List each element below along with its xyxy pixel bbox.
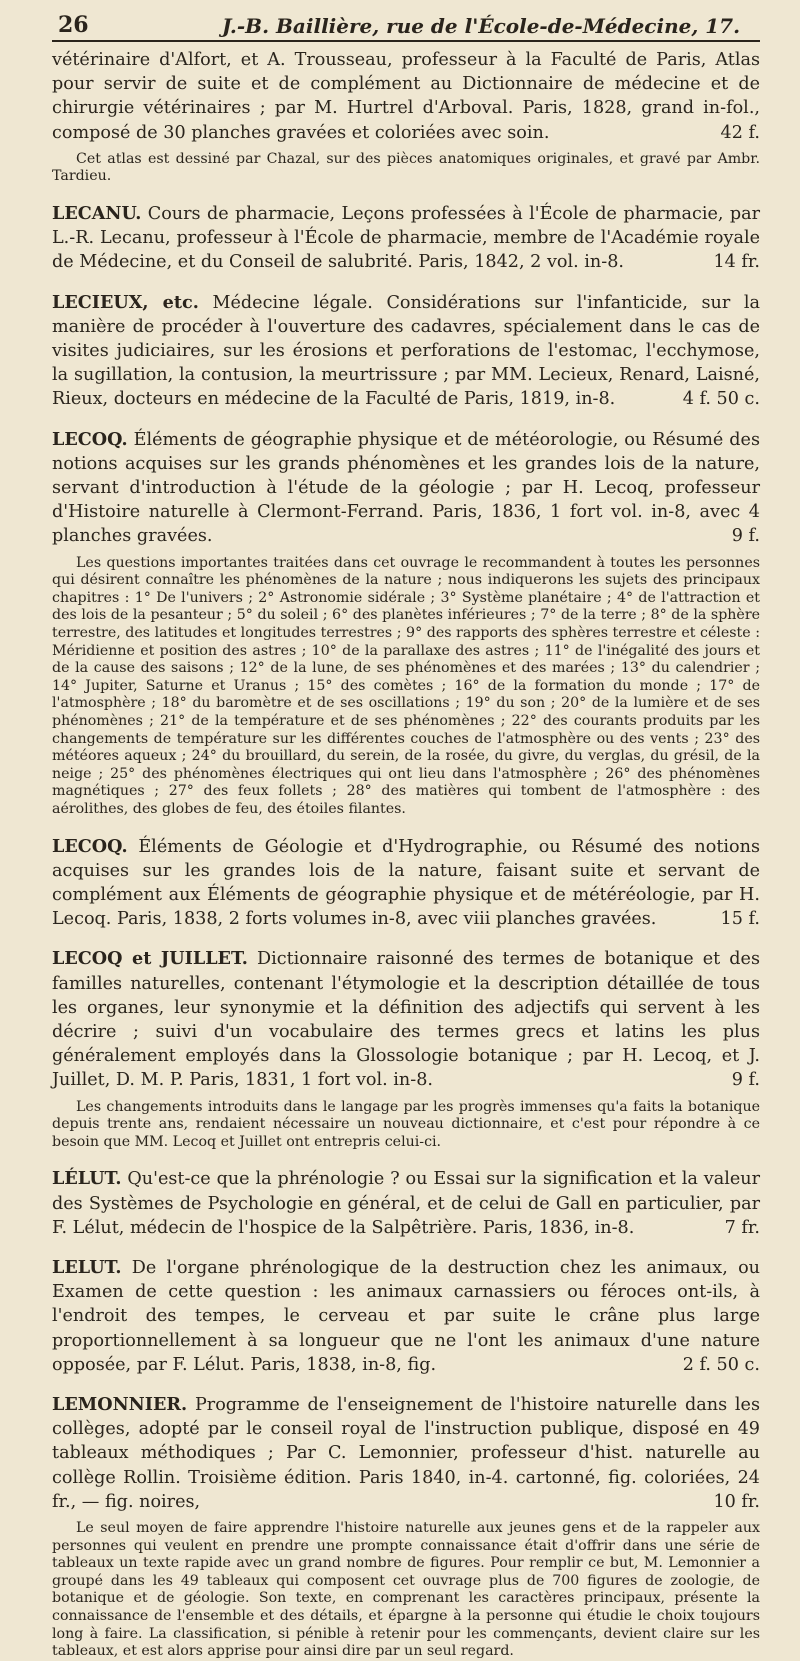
entry-headword: LECANU. (52, 203, 142, 224)
entry-price: 42 f. (720, 122, 760, 143)
entry-headword: LEMONNIER. (52, 1393, 188, 1415)
entry-paragraph (52, 48, 760, 145)
entry-headword: LECOQ et JUILLET. (52, 948, 248, 970)
page-number: 26 (58, 12, 89, 38)
entry-description: Programme de l'enseignement de l'histoire naturelle dans les collèges, adopté par le conseil royal de l'instruction publique, disposé en 49 tableaux méthodiques ; Par C. Lemonnier, professeur d'hist. naturelle au collège Rollin. Troisième édition. Paris 1840, in-4. cartonné, fig. coloriées, 24 fr., — fig. noires, (52, 1394, 760, 1512)
entry-description: De l'organe phrénologique de la destruction chez les animaux, ou Examen de cette question : les animaux carnassiers ou féroces ont-ils, à l'endroit des tempes, le cerveau et par suite le crâne plus large proportionnellement à sa longueur que ne l'ont les animaux d'une nature opposée, par F. Lélut. Paris, 1838, in-8, fig. (52, 1257, 760, 1375)
entry-headword: LECIEUX, etc. (52, 291, 199, 313)
entry-price: 4 f. 50 c. (682, 389, 760, 410)
entry-description: Éléments de géographie physique et de météorologie, ou Résumé des notions acquises sur les grands phénomènes et les grandes lois de la nature, servant d'introduction à l'étude de la géologie ; par H. Lecoq, professeur d'Histoire naturelle à Clermont-Ferrand. Paris, 1836, 1 fort vol. in-8, avec 4 planches gravées. (52, 429, 760, 547)
entry-price: 9 f. (731, 1070, 760, 1091)
entry-price: 15 f. (720, 909, 760, 930)
entry-paragraph (52, 1256, 760, 1377)
entry-paragraph (52, 835, 760, 932)
entry-description: Médecine légale. Considérations sur l'infanticide, sur la manière de procéder à l'ouverture des cadavres, spécialement dans le cas de visites judiciaires, sur les érosions et perforations de l'estomac, l'ecchymose, la sugillation, la contusion, la meurtrissure ; par MM. Lecieux, Renard, Laisné, Rieux, docteurs en médecine de la Faculté de Paris, 1819, in-8. (52, 292, 761, 410)
entry-note: Les questions importantes traitées dans cet ouvrage le recommandent à toutes les personnes qui désirent connaître les phénomènes de la nature ; nous indiquerons les sujets des principaux chapitres : 1° De l'univers ; 2° Astronomie sidérale ; 3° Système planétaire ; 4° de l'attraction et des lois de la pesanteur ; 5° du soleil ; 6° des planètes inférieures ; 7° de la terre ; 8° de la sphère terrestre, des latitudes et longitudes terrestres ; 9° des rapports des sphères terrestre et céleste : Méridienne et position des astres ; 10° de la parallaxe des astres ; 11° de l'inégalité des jours et de la cause des saisons ; 12° de la lune, de ses phénomènes et des marées ; 13° du calendrier ; 14° Jupiter, Saturne et Uranus ; 15° des comètes ; 16° de la formation du monde ; 17° de l'atmosphère ; 18° du baromètre et de ses oscillations ; 19° du son ; 20° de la lumière et de ses phénomènes ; 21° de la température et de ses phénomènes ; 22° des courants produits par les changements de température sur les différentes couches de l'atmosphère ou des vents ; 23° des météores aqueux ; 24° du brouillard, du serein, de la rosée, du givre, du verglas, du grésil, de la neige ; 25° des phénomènes électriques qui ont lieu dans l'atmosphère ; 26° des phénomènes magnétiques ; 27° des feux follets ; 28° des matières qui tombent de l'atmosphère : des aérolithes, des globes de feu, des étoiles filantes. (52, 554, 760, 817)
entry-description: Éléments de Géologie et d'Hydrographie, ou Résumé des notions acquises sur les grandes lois de la nature, faisant suite et servant de complément aux Éléments de géographie physique et de météréologie, par H. Lecoq. Paris, 1838, 2 forts volumes in-8, avec viii planches gravées. (52, 836, 761, 930)
catalog-entry (52, 291, 760, 412)
entry-price: 10 fr. (713, 1491, 760, 1512)
entry-description: Qu'est-ce que la phrénologie ? ou Essai sur la signification et la valeur des Systèmes de Psychologie en général, et de celui de Gall en particulier, par F. Lélut, médecin de l'hospice de la Salpêtrière. Paris, 1836, in-8. (52, 1169, 760, 1238)
entry-note: Les changements introduits dans le langage par les progrès immenses qu'a faits la botanique depuis trente ans, rendaient nécessaire un nouveau dictionnaire, et c'est pour répondre à ce besoin que MM. Lecoq et Juillet ont entrepris celui-ci. (52, 1098, 760, 1150)
running-head: J.-B. Baillière, rue de l'École-de-Médecine, 17. (222, 14, 741, 38)
entry-headword: LÉLUT. (52, 1168, 122, 1190)
entry-price: 2 f. 50 c. (682, 1354, 760, 1375)
page-header (52, 10, 760, 42)
catalog-entry (52, 1393, 760, 1661)
entry-paragraph (52, 202, 760, 275)
entry-paragraph (52, 291, 760, 412)
entry-paragraph (52, 428, 760, 549)
catalog-entry (52, 48, 760, 186)
entry-note: Le seul moyen de faire apprendre l'histoire naturelle aux jeunes gens et de la rappeler aux personnes qui veulent en prendre une prompte connaissance était d'offrir dans une série de tableaux un texte rapide avec un grand nombre de figures. Pour remplir ce but, M. Lemonnier a groupé dans les 49 tableaux qui composent cet ouvrage plus de 700 figures de zoologie, de botanique et de géologie. Son texte, en comprenant les caractères principaux, présente la connaissance de l'ensemble et des détails, et épargne à la personne qui étudie le choix toujours long à faire. La classification, si pénible à retenir pour les commençants, devient claire sur les tableaux, et est alors apprise pour ainsi dire par un seul regard. (52, 1520, 760, 1660)
entry-description: vétérinaire d'Alfort, et A. Trousseau, professeur à la Faculté de Paris, Atlas pour servir de suite et de complément au Dictionnaire de médecine et de chirurgie vétérinaires ; par M. Hurtrel d'Arboval. Paris, 1828, grand in-fol., composé de 30 planches gravées et coloriées avec soin. (52, 50, 760, 143)
catalog-entry (52, 428, 760, 819)
entry-paragraph (52, 1167, 760, 1240)
catalog-entry (52, 947, 760, 1151)
entry-description: Cours de pharmacie, Leçons professées à l'École de pharmacie, par L.-R. Lecanu, professeur à l'École de pharmacie, membre de l'Académie royale de Médecine, et du Conseil de salubrité. Paris, 1842, 2 vol. in-8. (52, 204, 761, 273)
entry-price: 9 f. (731, 526, 760, 547)
catalog-entry (52, 1256, 760, 1377)
catalog-entries (52, 48, 760, 1661)
catalog-entry (52, 1167, 760, 1240)
entry-paragraph (52, 947, 760, 1092)
entry-headword: LELUT. (52, 1256, 122, 1278)
catalog-entry (52, 835, 760, 932)
entry-headword: LECOQ. (52, 428, 128, 450)
entry-price: 14 fr. (713, 252, 760, 273)
entry-price: 7 fr. (724, 1217, 760, 1238)
entry-paragraph (52, 1393, 760, 1514)
entry-note: Cet atlas est dessiné par Chazal, sur des pièces anatomiques originales, et gravé par Ambr. Tardieu. (52, 150, 760, 185)
entry-description: Dictionnaire raisonné des termes de botanique et des familles naturelles, contenant l'étymologie et la description détaillée de tous les organes, leur synonymie et la définition des adjectifs qui servent à les décrire ; suivi d'un vocabulaire des termes grecs et latins les plus généralement employés dans la Glossologie botanique ; par H. Lecoq, et J. Juillet, D. M. P. Paris, 1831, 1 fort vol. in-8. (52, 949, 760, 1091)
entry-headword: LECOQ. (52, 835, 128, 857)
catalog-entry (52, 202, 760, 275)
